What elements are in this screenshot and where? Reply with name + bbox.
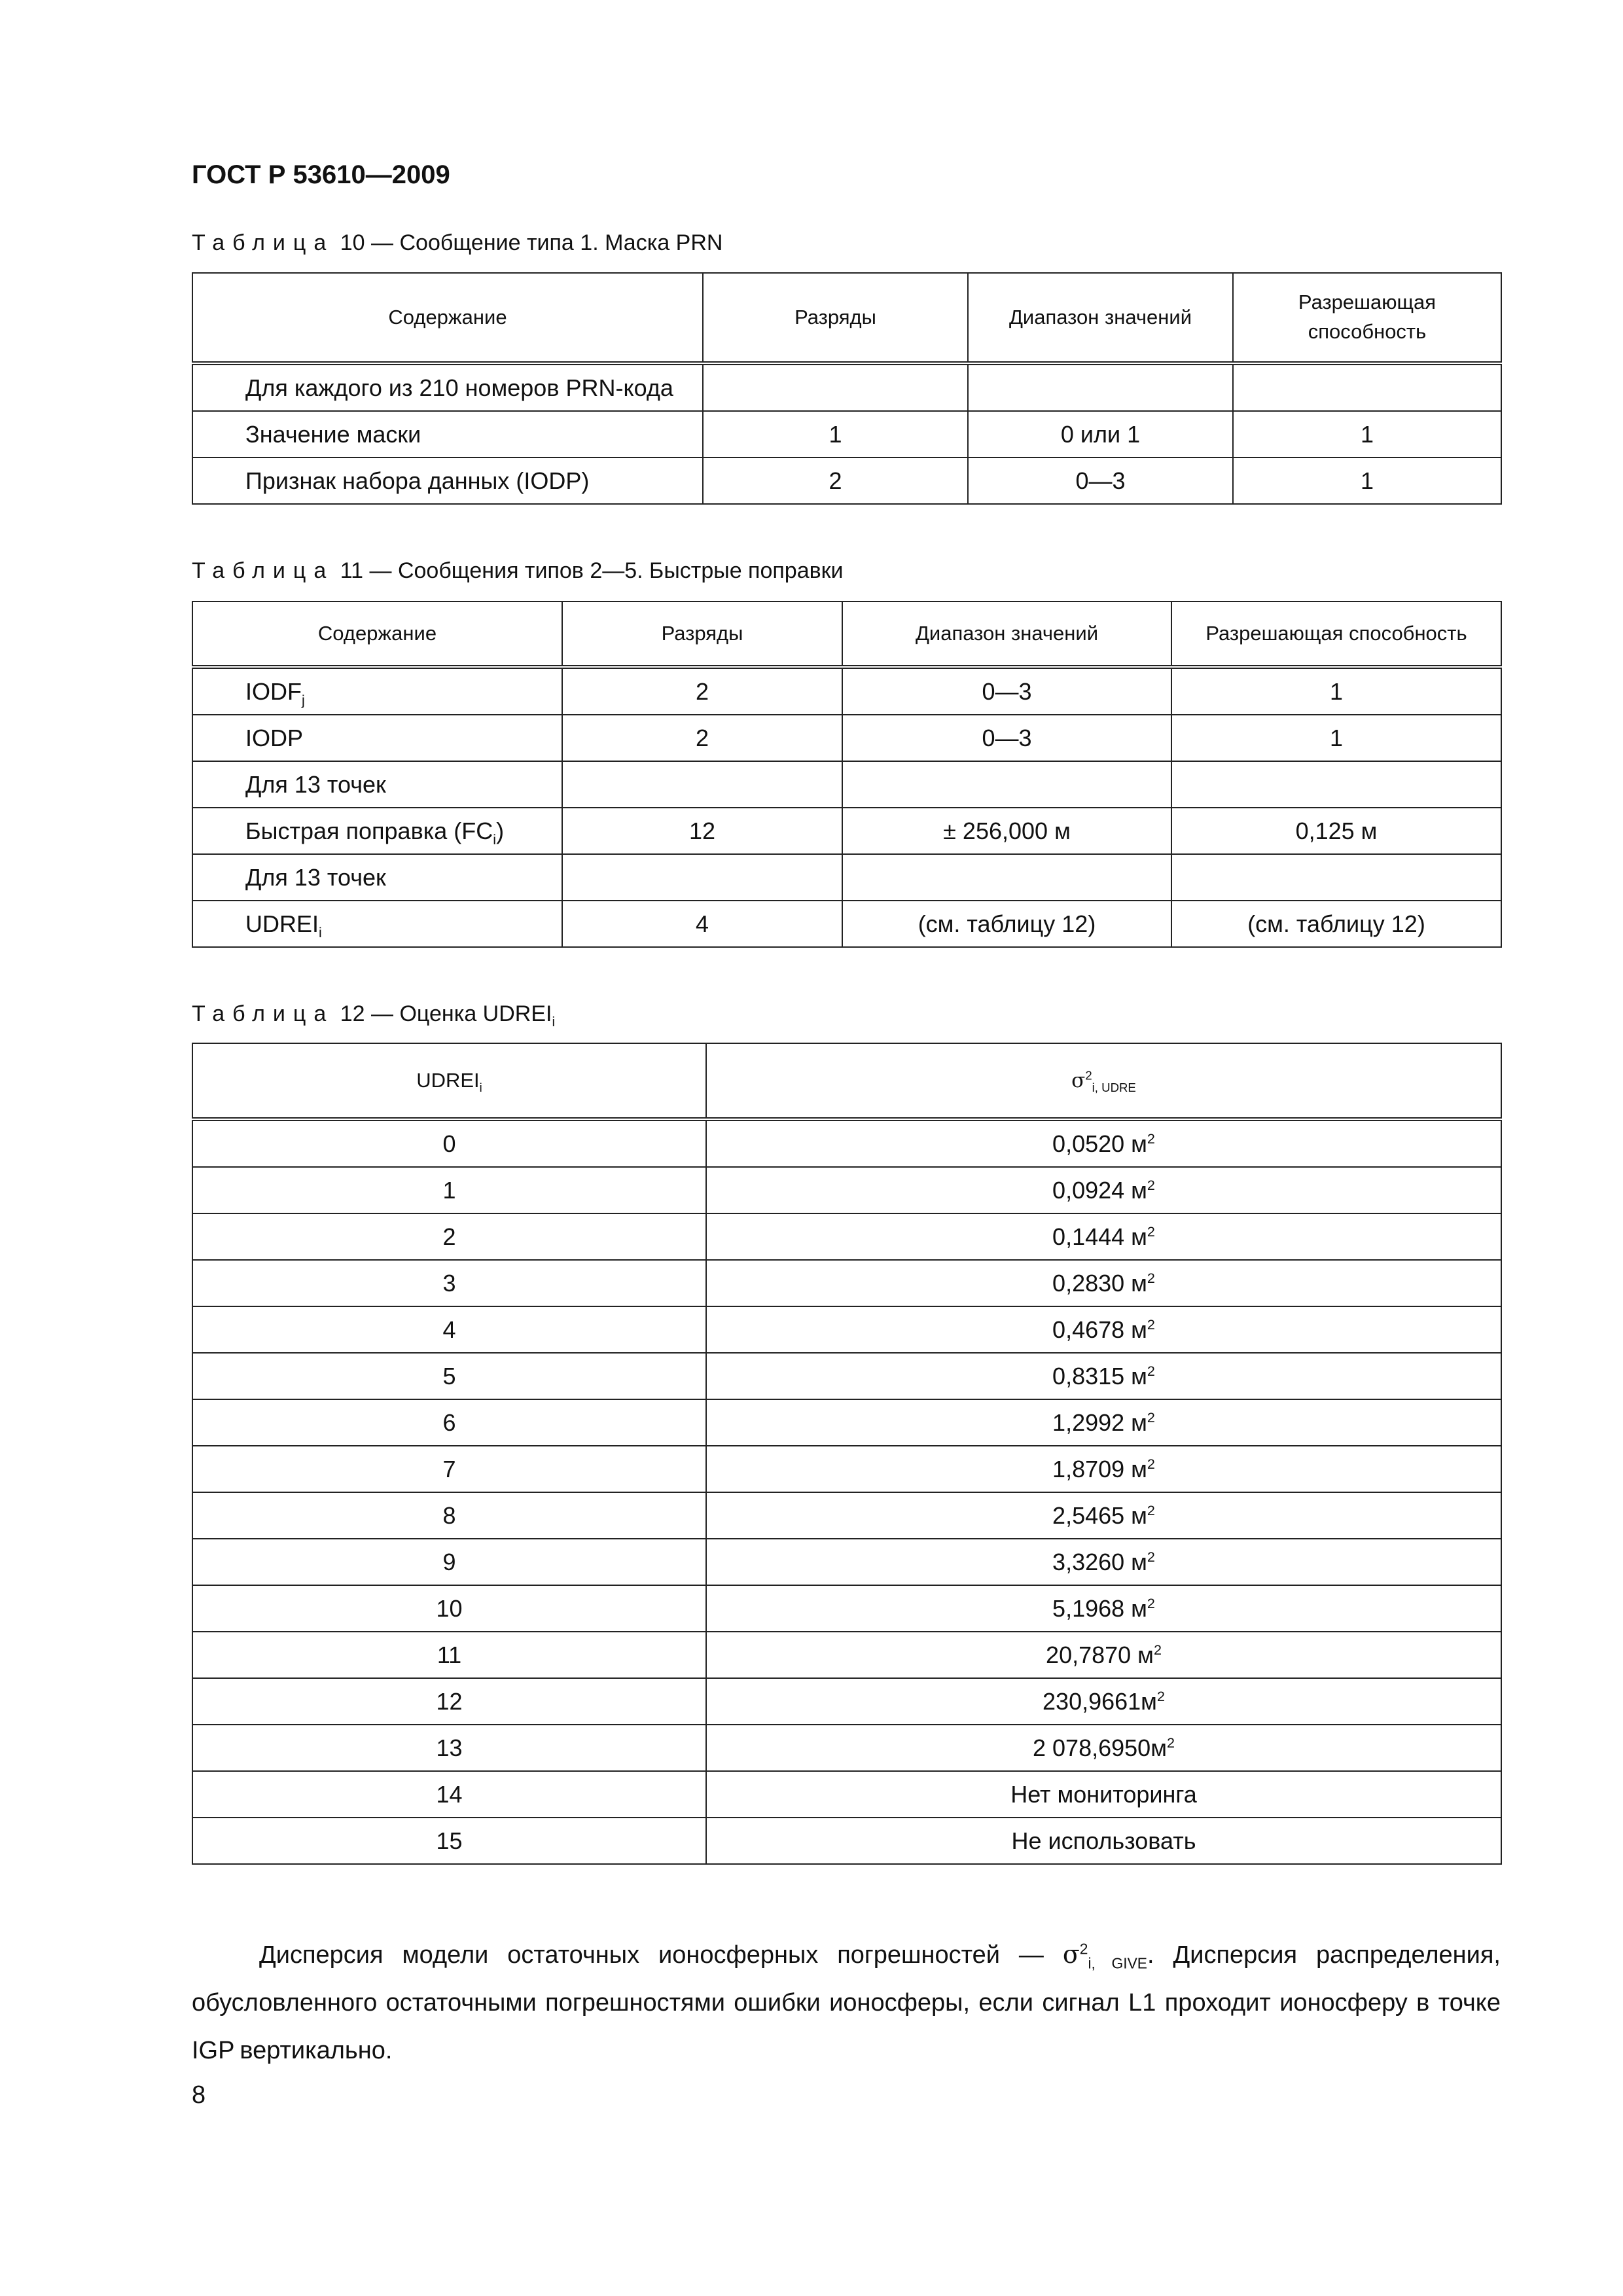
column-header: Содержание bbox=[192, 601, 562, 667]
table-cell: 13 bbox=[192, 1725, 706, 1771]
column-header: Разрешающая способность bbox=[1233, 273, 1501, 363]
table-cell: 5 bbox=[192, 1353, 706, 1399]
column-header: Диапазон значений bbox=[842, 601, 1171, 667]
table-cell: Для 13 точек bbox=[192, 854, 562, 901]
table-cell: 0—3 bbox=[842, 715, 1171, 761]
body-paragraph: Дисперсия модели остаточных ионосферных погрешностей — $\sigma^2_{i, GIVE}$. Дисперсия распределения, обусловленного остаточными погрешностями ошибки ионосферы, если сигнал L1 проходит ионосферу в точке IGP вертикально. bbox=[192, 1940, 1501, 2064]
table-cell: 0,1444 $м^2$ bbox=[706, 1213, 1501, 1260]
table11-header-row bbox=[192, 601, 1501, 667]
table-row bbox=[192, 363, 1501, 411]
table-row bbox=[192, 1725, 1501, 1771]
table-cell: 3,3260 $м^2$ bbox=[706, 1539, 1501, 1585]
table-cell: 12 bbox=[192, 1678, 706, 1725]
table-cell: 11 bbox=[192, 1632, 706, 1678]
table-cell: (см. таблицу 12) bbox=[1171, 901, 1501, 947]
table-cell: 0—3 bbox=[968, 457, 1233, 504]
table-cell: $IODF_j$ bbox=[192, 667, 562, 715]
table-cell: 1 bbox=[1171, 715, 1501, 761]
table-cell: 1 bbox=[703, 411, 968, 457]
table-row bbox=[192, 1353, 1501, 1399]
table-cell: 6 bbox=[192, 1399, 706, 1446]
table-cell bbox=[968, 363, 1233, 411]
column-header: Разряды bbox=[703, 273, 968, 363]
table-row bbox=[192, 761, 1501, 808]
table12-title: 12 — Оценка UDREI bbox=[340, 1001, 552, 1026]
table-cell bbox=[842, 761, 1171, 808]
table-row bbox=[192, 411, 1501, 457]
table-cell: 20,7870 $м^2$ bbox=[706, 1632, 1501, 1678]
table11-label: Таблица bbox=[192, 558, 334, 583]
table-cell: 4 bbox=[192, 1306, 706, 1353]
column-header: Разряды bbox=[562, 601, 842, 667]
table-cell: Нет мониторинга bbox=[706, 1771, 1501, 1818]
table10-header-row bbox=[192, 273, 1501, 363]
table-cell: Не использовать bbox=[706, 1818, 1501, 1864]
table-cell: Признак набора данных (IODP) bbox=[192, 457, 703, 504]
table-cell: 2 bbox=[562, 667, 842, 715]
table10-caption bbox=[192, 230, 722, 256]
table-cell: Значение маски bbox=[192, 411, 703, 457]
table-row bbox=[192, 1818, 1501, 1864]
table-row bbox=[192, 901, 1501, 947]
table-cell: 2 bbox=[703, 457, 968, 504]
table-cell: $230,9661м^2$ bbox=[706, 1678, 1501, 1725]
table-row bbox=[192, 457, 1501, 504]
table-cell: 1 bbox=[1233, 457, 1501, 504]
table-cell: (см. таблицу 12) bbox=[842, 901, 1171, 947]
table-cell bbox=[562, 854, 842, 901]
table-cell: 10 bbox=[192, 1585, 706, 1632]
table-cell: Для каждого из 210 номеров PRN-кода bbox=[192, 363, 703, 411]
table-cell bbox=[1171, 761, 1501, 808]
table-cell: 8 bbox=[192, 1492, 706, 1539]
table12-body bbox=[192, 1119, 1501, 1864]
table-cell: 5,1968 $м^2$ bbox=[706, 1585, 1501, 1632]
table-cell: 2 $078,6950м^2$ bbox=[706, 1725, 1501, 1771]
table-cell: 0,8315 $м^2$ bbox=[706, 1353, 1501, 1399]
table-row bbox=[192, 1678, 1501, 1725]
table12 bbox=[192, 1043, 1502, 1865]
table-row bbox=[192, 715, 1501, 761]
table-row bbox=[192, 1167, 1501, 1213]
table-cell: 0,125 м bbox=[1171, 808, 1501, 854]
sigma-symbol: σ bbox=[1062, 1940, 1080, 1969]
table-cell bbox=[1233, 363, 1501, 411]
table-row bbox=[192, 854, 1501, 901]
table-cell: IODP bbox=[192, 715, 562, 761]
table-cell: 7 bbox=[192, 1446, 706, 1492]
table-cell: 1,8709 $м^2$ bbox=[706, 1446, 1501, 1492]
page-number: 8 bbox=[192, 2081, 206, 2109]
table-cell: 2 bbox=[562, 715, 842, 761]
table-cell: 0 bbox=[192, 1119, 706, 1167]
table-cell: 0,0924 $м^2$ bbox=[706, 1167, 1501, 1213]
table-cell: 1,2992 $м^2$ bbox=[706, 1399, 1501, 1446]
document-header: ГОСТ Р 53610—2009 bbox=[192, 160, 450, 189]
table10-title: 10 — Сообщение типа 1. Маска PRN bbox=[340, 230, 723, 255]
table-cell: 12 bbox=[562, 808, 842, 854]
table-cell: 1 bbox=[1233, 411, 1501, 457]
table11-title: 11 — Сообщения типов 2—5. Быстрые поправки bbox=[340, 558, 844, 583]
table11-caption bbox=[192, 558, 844, 584]
table-cell: 15 bbox=[192, 1818, 706, 1864]
table12-caption: Таблица 12 — Оценка $UDREI_i$ bbox=[192, 1001, 555, 1030]
table-cell bbox=[842, 854, 1171, 901]
table-cell bbox=[703, 363, 968, 411]
table-row bbox=[192, 808, 1501, 854]
table-cell: 4 bbox=[562, 901, 842, 947]
column-header-udrei: $UDREI_i$ bbox=[192, 1043, 706, 1119]
table-cell: Быстрая поправка $(FC_i)$ bbox=[192, 808, 562, 854]
table10 bbox=[192, 272, 1502, 505]
table-cell: 1 bbox=[1171, 667, 1501, 715]
table12-label: Таблица bbox=[192, 1001, 334, 1026]
sigma-symbol: σ bbox=[1071, 1069, 1086, 1092]
table-row bbox=[192, 1446, 1501, 1492]
column-header-sigma: $\sigma^2_{i, UDRE}$ bbox=[706, 1043, 1501, 1119]
table-cell: 9 bbox=[192, 1539, 706, 1585]
table-row bbox=[192, 1585, 1501, 1632]
table-cell: 0,2830 $м^2$ bbox=[706, 1260, 1501, 1306]
table-row bbox=[192, 667, 1501, 715]
table-row bbox=[192, 1492, 1501, 1539]
table-cell: 0,0520 $м^2$ bbox=[706, 1119, 1501, 1167]
table-cell: 3 bbox=[192, 1260, 706, 1306]
table-row bbox=[192, 1213, 1501, 1260]
table-cell: ± 256,000 м bbox=[842, 808, 1171, 854]
table-cell: 0 или 1 bbox=[968, 411, 1233, 457]
table-row bbox=[192, 1260, 1501, 1306]
column-header: Разрешающая способность bbox=[1171, 601, 1501, 667]
table-row bbox=[192, 1306, 1501, 1353]
table-row bbox=[192, 1632, 1501, 1678]
table-cell bbox=[1171, 854, 1501, 901]
table-row bbox=[192, 1539, 1501, 1585]
table-cell: 2 bbox=[192, 1213, 706, 1260]
table-cell bbox=[562, 761, 842, 808]
table-cell: Для 13 точек bbox=[192, 761, 562, 808]
table-row bbox=[192, 1119, 1501, 1167]
table10-label: Таблица bbox=[192, 230, 334, 255]
column-header: Диапазон значений bbox=[968, 273, 1233, 363]
column-header: Содержание bbox=[192, 273, 703, 363]
table-cell: 1 bbox=[192, 1167, 706, 1213]
table-row bbox=[192, 1771, 1501, 1818]
table-row bbox=[192, 1399, 1501, 1446]
table-cell: 0,4678 $м^2$ bbox=[706, 1306, 1501, 1353]
table-cell: 0—3 bbox=[842, 667, 1171, 715]
table-cell: 14 bbox=[192, 1771, 706, 1818]
table-cell: $UDREI_i$ bbox=[192, 901, 562, 947]
table11 bbox=[192, 601, 1502, 948]
table-cell: 2,5465 $м^2$ bbox=[706, 1492, 1501, 1539]
table12-header-row bbox=[192, 1043, 1501, 1119]
